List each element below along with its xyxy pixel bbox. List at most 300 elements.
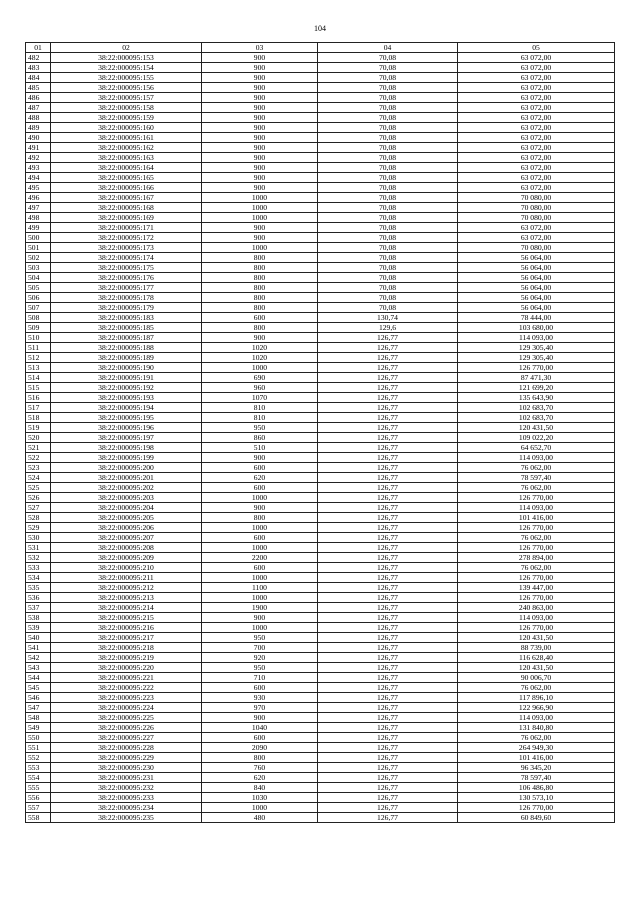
row-number-cell: 545 (26, 683, 51, 693)
cadastral-number-cell: 38:22:000095:232 (51, 783, 202, 793)
value-cell: 126 770,00 (458, 623, 615, 633)
row-number-cell: 526 (26, 493, 51, 503)
value-cell: 63 072,00 (458, 143, 615, 153)
cadastral-number-cell: 38:22:000095:200 (51, 463, 202, 473)
area-cell: 950 (202, 633, 318, 643)
row-number-cell: 548 (26, 713, 51, 723)
table-row (26, 143, 615, 153)
table-row (26, 623, 615, 633)
area-cell: 950 (202, 663, 318, 673)
cadastral-number-cell: 38:22:000095:222 (51, 683, 202, 693)
value-cell: 64 652,70 (458, 443, 615, 453)
rate-cell: 126,77 (318, 623, 458, 633)
rate-cell: 126,77 (318, 413, 458, 423)
rate-cell: 126,77 (318, 663, 458, 673)
cadastral-number-cell: 38:22:000095:155 (51, 73, 202, 83)
row-number-cell: 522 (26, 453, 51, 463)
area-cell: 1040 (202, 723, 318, 733)
area-cell: 600 (202, 563, 318, 573)
value-cell: 56 064,00 (458, 283, 615, 293)
table-row (26, 243, 615, 253)
row-number-cell: 524 (26, 473, 51, 483)
area-cell: 600 (202, 313, 318, 323)
value-cell: 121 699,20 (458, 383, 615, 393)
value-cell: 131 840,80 (458, 723, 615, 733)
cadastral-number-cell: 38:22:000095:172 (51, 233, 202, 243)
row-number-cell: 506 (26, 293, 51, 303)
rate-cell: 126,77 (318, 493, 458, 503)
cadastral-number-cell: 38:22:000095:196 (51, 423, 202, 433)
row-number-cell: 528 (26, 513, 51, 523)
area-cell: 1000 (202, 243, 318, 253)
row-number-cell: 494 (26, 173, 51, 183)
table-row (26, 713, 615, 723)
data-table (25, 42, 615, 823)
rate-cell: 126,77 (318, 463, 458, 473)
column-header-02: 02 (51, 43, 202, 53)
column-header-03: 03 (202, 43, 318, 53)
row-number-cell: 535 (26, 583, 51, 593)
rate-cell: 126,77 (318, 513, 458, 523)
area-cell: 510 (202, 443, 318, 453)
cadastral-number-cell: 38:22:000095:169 (51, 213, 202, 223)
cadastral-number-cell: 38:22:000095:198 (51, 443, 202, 453)
page-number: 104 (314, 24, 326, 33)
value-cell: 56 064,00 (458, 273, 615, 283)
area-cell: 800 (202, 283, 318, 293)
cadastral-number-cell: 38:22:000095:208 (51, 543, 202, 553)
cadastral-number-cell: 38:22:000095:204 (51, 503, 202, 513)
rate-cell: 70,08 (318, 173, 458, 183)
cadastral-number-cell: 38:22:000095:211 (51, 573, 202, 583)
table-row (26, 553, 615, 563)
table-row (26, 443, 615, 453)
row-number-cell: 541 (26, 643, 51, 653)
area-cell: 800 (202, 253, 318, 263)
value-cell: 129 305,40 (458, 343, 615, 353)
value-cell: 56 064,00 (458, 263, 615, 273)
table-row (26, 73, 615, 83)
area-cell: 950 (202, 423, 318, 433)
value-cell: 126 770,00 (458, 593, 615, 603)
row-number-cell: 514 (26, 373, 51, 383)
rate-cell: 70,08 (318, 193, 458, 203)
table-row (26, 693, 615, 703)
row-number-cell: 532 (26, 553, 51, 563)
cadastral-number-cell: 38:22:000095:161 (51, 133, 202, 143)
value-cell: 63 072,00 (458, 183, 615, 193)
value-cell: 114 093,00 (458, 613, 615, 623)
value-cell: 126 770,00 (458, 803, 615, 813)
row-number-cell: 497 (26, 203, 51, 213)
rate-cell: 126,77 (318, 673, 458, 683)
value-cell: 130 573,10 (458, 793, 615, 803)
cadastral-number-cell: 38:22:000095:191 (51, 373, 202, 383)
cadastral-number-cell: 38:22:000095:171 (51, 223, 202, 233)
area-cell: 1000 (202, 193, 318, 203)
table-row (26, 263, 615, 273)
rate-cell: 126,77 (318, 743, 458, 753)
row-number-cell: 520 (26, 433, 51, 443)
area-cell: 1000 (202, 573, 318, 583)
area-cell: 600 (202, 683, 318, 693)
value-cell: 63 072,00 (458, 73, 615, 83)
row-number-cell: 537 (26, 603, 51, 613)
value-cell: 135 643,90 (458, 393, 615, 403)
table-row (26, 153, 615, 163)
value-cell: 120 431,50 (458, 663, 615, 673)
value-cell: 63 072,00 (458, 53, 615, 63)
rate-cell: 70,08 (318, 163, 458, 173)
rate-cell: 126,77 (318, 443, 458, 453)
rate-cell: 126,77 (318, 533, 458, 543)
area-cell: 900 (202, 163, 318, 173)
area-cell: 710 (202, 673, 318, 683)
cadastral-number-cell: 38:22:000095:166 (51, 183, 202, 193)
row-number-cell: 493 (26, 163, 51, 173)
table-row (26, 363, 615, 373)
area-cell: 600 (202, 483, 318, 493)
table-row (26, 343, 615, 353)
cadastral-number-cell: 38:22:000095:185 (51, 323, 202, 333)
value-cell: 88 739,00 (458, 643, 615, 653)
area-cell: 900 (202, 143, 318, 153)
rate-cell: 70,08 (318, 213, 458, 223)
area-cell: 700 (202, 643, 318, 653)
rate-cell: 126,77 (318, 773, 458, 783)
row-number-cell: 543 (26, 663, 51, 673)
row-number-cell: 518 (26, 413, 51, 423)
cadastral-number-cell: 38:22:000095:153 (51, 53, 202, 63)
rate-cell: 126,77 (318, 343, 458, 353)
table-row (26, 493, 615, 503)
cadastral-number-cell: 38:22:000095:235 (51, 813, 202, 823)
rate-cell: 70,08 (318, 153, 458, 163)
row-number-cell: 539 (26, 623, 51, 633)
cadastral-number-cell: 38:22:000095:223 (51, 693, 202, 703)
cadastral-number-cell: 38:22:000095:167 (51, 193, 202, 203)
value-cell: 76 062,00 (458, 733, 615, 743)
table-row (26, 453, 615, 463)
rate-cell: 126,77 (318, 573, 458, 583)
table-row (26, 813, 615, 823)
table-row (26, 723, 615, 733)
rate-cell: 70,08 (318, 83, 458, 93)
cadastral-number-cell: 38:22:000095:187 (51, 333, 202, 343)
value-cell: 76 062,00 (458, 563, 615, 573)
row-number-cell: 485 (26, 83, 51, 93)
value-cell: 240 863,00 (458, 603, 615, 613)
row-number-cell: 540 (26, 633, 51, 643)
rate-cell: 126,77 (318, 793, 458, 803)
rate-cell: 126,77 (318, 543, 458, 553)
value-cell: 96 345,20 (458, 763, 615, 773)
area-cell: 1000 (202, 803, 318, 813)
rate-cell: 70,08 (318, 273, 458, 283)
cadastral-number-cell: 38:22:000095:201 (51, 473, 202, 483)
table-row (26, 63, 615, 73)
value-cell: 78 597,40 (458, 773, 615, 783)
rate-cell: 126,77 (318, 813, 458, 823)
table-row (26, 123, 615, 133)
row-number-cell: 551 (26, 743, 51, 753)
area-cell: 1070 (202, 393, 318, 403)
rate-cell: 126,77 (318, 433, 458, 443)
rate-cell: 126,77 (318, 703, 458, 713)
table-row (26, 783, 615, 793)
table-row (26, 133, 615, 143)
table-row (26, 773, 615, 783)
table-row (26, 763, 615, 773)
table-row (26, 173, 615, 183)
area-cell: 920 (202, 653, 318, 663)
rate-cell: 126,77 (318, 603, 458, 613)
cadastral-number-cell: 38:22:000095:195 (51, 413, 202, 423)
table-row (26, 413, 615, 423)
value-cell: 116 628,40 (458, 653, 615, 663)
table-row (26, 273, 615, 283)
cadastral-number-cell: 38:22:000095:154 (51, 63, 202, 73)
table-row (26, 613, 615, 623)
area-cell: 900 (202, 713, 318, 723)
table-row (26, 583, 615, 593)
row-number-cell: 502 (26, 253, 51, 263)
area-cell: 1000 (202, 593, 318, 603)
value-cell: 114 093,00 (458, 713, 615, 723)
row-number-cell: 498 (26, 213, 51, 223)
table-row (26, 433, 615, 443)
table-row (26, 513, 615, 523)
value-cell: 63 072,00 (458, 83, 615, 93)
row-number-cell: 501 (26, 243, 51, 253)
row-number-cell: 510 (26, 333, 51, 343)
row-number-cell: 529 (26, 523, 51, 533)
cadastral-number-cell: 38:22:000095:231 (51, 773, 202, 783)
row-number-cell: 499 (26, 223, 51, 233)
row-number-cell: 527 (26, 503, 51, 513)
table-body (26, 53, 615, 823)
cadastral-number-cell: 38:22:000095:162 (51, 143, 202, 153)
area-cell: 2090 (202, 743, 318, 753)
rate-cell: 126,77 (318, 583, 458, 593)
table-row (26, 533, 615, 543)
rate-cell: 126,77 (318, 403, 458, 413)
row-number-cell: 484 (26, 73, 51, 83)
table-row (26, 233, 615, 243)
rate-cell: 126,77 (318, 693, 458, 703)
cadastral-number-cell: 38:22:000095:226 (51, 723, 202, 733)
cadastral-number-cell: 38:22:000095:225 (51, 713, 202, 723)
cadastral-number-cell: 38:22:000095:188 (51, 343, 202, 353)
rate-cell: 126,77 (318, 593, 458, 603)
table-row (26, 523, 615, 533)
row-number-cell: 530 (26, 533, 51, 543)
rate-cell: 126,77 (318, 783, 458, 793)
table-row (26, 313, 615, 323)
value-cell: 114 093,00 (458, 333, 615, 343)
cadastral-number-cell: 38:22:000095:158 (51, 103, 202, 113)
area-cell: 800 (202, 293, 318, 303)
rate-cell: 126,77 (318, 683, 458, 693)
area-cell: 900 (202, 233, 318, 243)
area-cell: 960 (202, 383, 318, 393)
value-cell: 70 080,00 (458, 203, 615, 213)
table-row (26, 463, 615, 473)
row-number-cell: 536 (26, 593, 51, 603)
table-row (26, 633, 615, 643)
value-cell: 126 770,00 (458, 493, 615, 503)
table-row (26, 293, 615, 303)
table-row (26, 93, 615, 103)
row-number-cell: 504 (26, 273, 51, 283)
row-number-cell: 505 (26, 283, 51, 293)
value-cell: 126 770,00 (458, 573, 615, 583)
value-cell: 117 896,10 (458, 693, 615, 703)
cadastral-number-cell: 38:22:000095:177 (51, 283, 202, 293)
table-row (26, 563, 615, 573)
area-cell: 900 (202, 173, 318, 183)
row-number-cell: 508 (26, 313, 51, 323)
row-number-cell: 519 (26, 423, 51, 433)
row-number-cell: 516 (26, 393, 51, 403)
value-cell: 126 770,00 (458, 363, 615, 373)
rate-cell: 126,77 (318, 503, 458, 513)
row-number-cell: 558 (26, 813, 51, 823)
cadastral-number-cell: 38:22:000095:179 (51, 303, 202, 313)
area-cell: 1020 (202, 343, 318, 353)
rate-cell: 126,77 (318, 423, 458, 433)
area-cell: 1900 (202, 603, 318, 613)
rate-cell: 126,77 (318, 633, 458, 643)
area-cell: 800 (202, 753, 318, 763)
value-cell: 278 894,00 (458, 553, 615, 563)
value-cell: 76 062,00 (458, 683, 615, 693)
cadastral-number-cell: 38:22:000095:190 (51, 363, 202, 373)
cadastral-number-cell: 38:22:000095:224 (51, 703, 202, 713)
cadastral-number-cell: 38:22:000095:176 (51, 273, 202, 283)
table-row (26, 83, 615, 93)
cadastral-number-cell: 38:22:000095:174 (51, 253, 202, 263)
area-cell: 900 (202, 153, 318, 163)
value-cell: 56 064,00 (458, 293, 615, 303)
area-cell: 1000 (202, 493, 318, 503)
rate-cell: 70,08 (318, 303, 458, 313)
row-number-cell: 557 (26, 803, 51, 813)
cadastral-number-cell: 38:22:000095:219 (51, 653, 202, 663)
cadastral-number-cell: 38:22:000095:210 (51, 563, 202, 573)
table-row (26, 383, 615, 393)
row-number-cell: 546 (26, 693, 51, 703)
area-cell: 1000 (202, 543, 318, 553)
rate-cell: 70,08 (318, 93, 458, 103)
value-cell: 122 966,90 (458, 703, 615, 713)
rate-cell: 70,08 (318, 53, 458, 63)
area-cell: 900 (202, 103, 318, 113)
value-cell: 63 072,00 (458, 153, 615, 163)
cadastral-number-cell: 38:22:000095:220 (51, 663, 202, 673)
cadastral-number-cell: 38:22:000095:193 (51, 393, 202, 403)
value-cell: 264 949,30 (458, 743, 615, 753)
area-cell: 900 (202, 133, 318, 143)
area-cell: 690 (202, 373, 318, 383)
row-number-cell: 483 (26, 63, 51, 73)
rate-cell: 126,77 (318, 373, 458, 383)
row-number-cell: 492 (26, 153, 51, 163)
rate-cell: 126,77 (318, 653, 458, 663)
cadastral-number-cell: 38:22:000095:221 (51, 673, 202, 683)
cadastral-number-cell: 38:22:000095:197 (51, 433, 202, 443)
table-row (26, 403, 615, 413)
cadastral-number-cell: 38:22:000095:157 (51, 93, 202, 103)
cadastral-number-cell: 38:22:000095:205 (51, 513, 202, 523)
table-row (26, 213, 615, 223)
area-cell: 900 (202, 53, 318, 63)
value-cell: 102 683,70 (458, 403, 615, 413)
rate-cell: 126,77 (318, 733, 458, 743)
value-cell: 120 431,50 (458, 423, 615, 433)
rate-cell: 70,08 (318, 103, 458, 113)
cadastral-number-cell: 38:22:000095:178 (51, 293, 202, 303)
area-cell: 800 (202, 323, 318, 333)
rate-cell: 70,08 (318, 203, 458, 213)
row-number-cell: 554 (26, 773, 51, 783)
table-row (26, 803, 615, 813)
cadastral-number-cell: 38:22:000095:228 (51, 743, 202, 753)
cadastral-number-cell: 38:22:000095:209 (51, 553, 202, 563)
area-cell: 900 (202, 613, 318, 623)
area-cell: 900 (202, 223, 318, 233)
area-cell: 810 (202, 413, 318, 423)
value-cell: 63 072,00 (458, 113, 615, 123)
value-cell: 139 447,00 (458, 583, 615, 593)
rate-cell: 126,77 (318, 643, 458, 653)
table-row (26, 203, 615, 213)
cadastral-number-cell: 38:22:000095:214 (51, 603, 202, 613)
cadastral-number-cell: 38:22:000095:229 (51, 753, 202, 763)
row-number-cell: 488 (26, 113, 51, 123)
cadastral-number-cell: 38:22:000095:233 (51, 793, 202, 803)
value-cell: 63 072,00 (458, 133, 615, 143)
column-header-05: 05 (458, 43, 615, 53)
value-cell: 76 062,00 (458, 463, 615, 473)
value-cell: 70 080,00 (458, 243, 615, 253)
value-cell: 63 072,00 (458, 173, 615, 183)
row-number-cell: 491 (26, 143, 51, 153)
cadastral-number-cell: 38:22:000095:160 (51, 123, 202, 133)
row-number-cell: 517 (26, 403, 51, 413)
table-row (26, 323, 615, 333)
cadastral-number-cell: 38:22:000095:156 (51, 83, 202, 93)
value-cell: 56 064,00 (458, 253, 615, 263)
row-number-cell: 550 (26, 733, 51, 743)
rate-cell: 126,77 (318, 523, 458, 533)
cadastral-number-cell: 38:22:000095:159 (51, 113, 202, 123)
row-number-cell: 490 (26, 133, 51, 143)
rate-cell: 70,08 (318, 113, 458, 123)
rate-cell: 126,77 (318, 753, 458, 763)
row-number-cell: 482 (26, 53, 51, 63)
rate-cell: 126,77 (318, 553, 458, 563)
rate-cell: 70,08 (318, 73, 458, 83)
value-cell: 70 080,00 (458, 213, 615, 223)
area-cell: 900 (202, 503, 318, 513)
area-cell: 620 (202, 773, 318, 783)
value-cell: 63 072,00 (458, 103, 615, 113)
table-row (26, 113, 615, 123)
row-number-cell: 538 (26, 613, 51, 623)
row-number-cell: 509 (26, 323, 51, 333)
cadastral-number-cell: 38:22:000095:164 (51, 163, 202, 173)
